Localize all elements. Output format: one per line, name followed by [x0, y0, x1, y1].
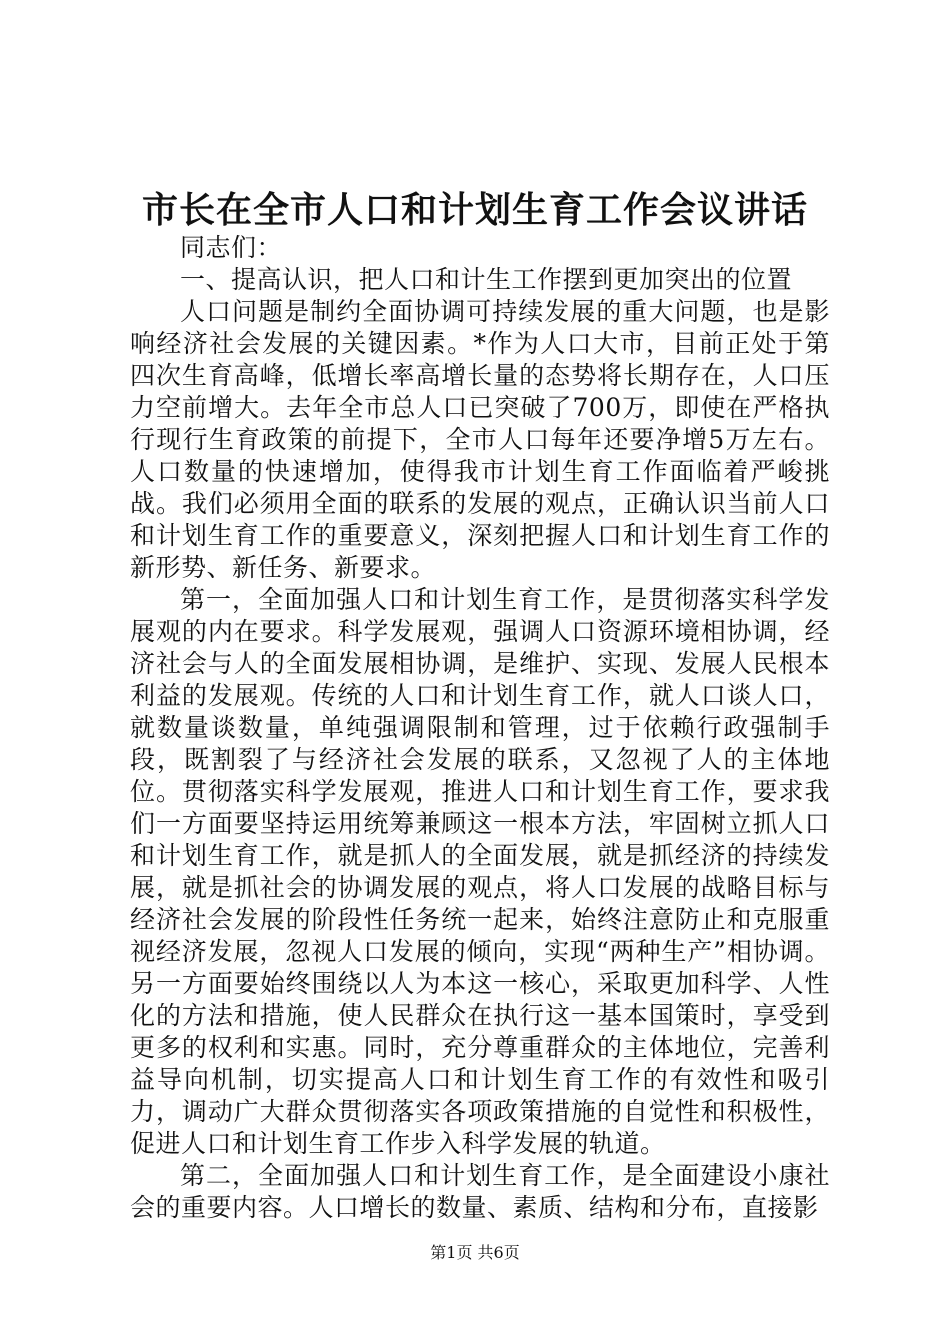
body-paragraph: 人口问题是制约全面协调可持续发展的重大问题，也是影响经济社会发展的关键因素。*作为人口大市，目前正处于第四次生育高峰，低增长率高增长量的态势将长期存在，人口压力空前增大。去年全市总人口已突破了700万，即使在严格执行现行生育政策的前提下，全市人口每年还要净增5万左右。人口数量的快速增加，使得我市计划生育工作面临着严峻挑战。我们必须用全面的联系的发展的观点，正确认识当前人口和计划生育工作的重要意义，深刻把握人口和计划生育工作的新形势、新任务、新要求。 — [130, 297, 830, 582]
page-footer: 第1页 共6页 — [430, 1243, 520, 1262]
body-paragraph: 第一，全面加强人口和计划生育工作，是贯彻落实科学发展观的内在要求。科学发展观，强调人口资源环境相协调，经济社会与人的全面发展相协调，是维护、实现、发展人民根本利益的发展观。传统的人口和计划生育工作，就人口谈人口，就数量谈数量，单纯强调限制和管理，过于依赖行政强制手段，既割裂了与经济社会发展的联系，又忽视了人的主体地位。贯彻落实科学发展观，推进人口和计划生育工作，要求我们一方面要坚持运用统筹兼顾这一根本方法，牢固树立抓人口和计划生育工作，就是抓人的全面发展，就是抓经济的持续发展，就是抓社会的协调发展的观点，将人口发展的战略目标与经济社会发展的阶段性任务统一起来，始终注意防止和克服重视经济发展，忽视人口发展的倾向，实现“两种生产”相协调。另一方面要始终围绕以人为本这一核心，采取更加科学、人性化的方法和措施，使人民群众在执行这一基本国策时，享受到更多的权利和实惠。同时，充分尊重群众的主体地位，完善利益导向机制，切实提高人口和计划生育工作的有效性和吸引力，调动广大群众贯彻落实各项政策措施的自觉性和积极性，促进人口和计划生育工作步入科学发展的轨道。 — [130, 585, 830, 1158]
section-heading: 一、提高认识，把人口和计生工作摆到更加突出的位置 — [180, 265, 793, 294]
salutation: 同志们： — [180, 233, 283, 262]
document-title: 市长在全市人口和计划生育工作会议讲话 — [141, 189, 808, 231]
body-paragraph: 第二，全面加强人口和计划生育工作，是全面建设小康社会的重要内容。人口增长的数量、素质、结构和分布，直接影 — [130, 1161, 830, 1222]
document-body — [130, 232, 830, 1224]
